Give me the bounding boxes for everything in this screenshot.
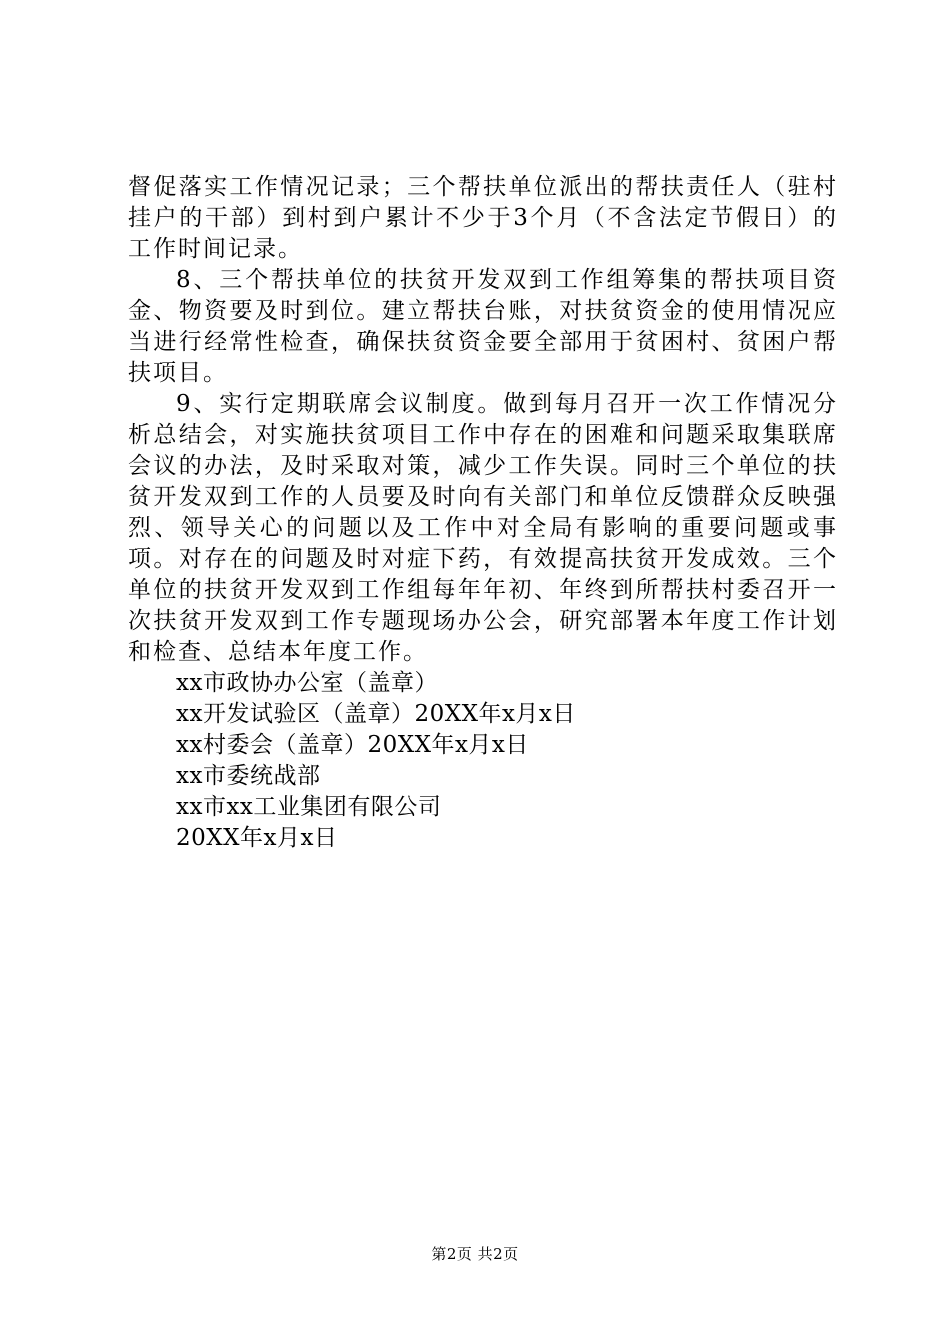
signature-date: 20XX年x月x日	[176, 825, 338, 851]
signature-line: xx开发试验区（盖章）20XX年x月x日	[176, 701, 576, 727]
paragraph-continuation: 督促落实工作情况记录；三个帮扶单位派出的帮扶责任人（驻村挂户的干部）到村到户累计不少于3个月（不含法定节假日）的工作时间记录。	[128, 174, 838, 262]
paragraph-item-8: 8、三个帮扶单位的扶贫开发双到工作组筹集的帮扶项目资金、物资要及时到位。建立帮扶台账，对扶贫资金的使用情况应当进行经常性检查，确保扶贫资金要全部用于贫困村、贫困户帮扶项目。	[128, 267, 838, 386]
signature-line: xx市委统战部	[176, 763, 321, 789]
signature-line: xx村委会（盖章）20XX年x月x日	[176, 732, 529, 758]
page-number: 第2页 共2页	[431, 1245, 519, 1263]
paragraph-item-9: 9、实行定期联席会议制度。做到每月召开一次工作情况分析总结会，对实施扶贫项目工作中存在的困难和问题采取集联席会议的办法，及时采取对策，减少工作失误。同时三个单位的扶贫开发双到工作的人员要及时向有关部门和单位反馈群众反映强烈、领导关心的问题以及工作中对全局有影响的重要问题或事项。对存在的问题及时对症下药，有效提高扶贫开发成效。三个单位的扶贫开发双到工作组每年年初、年终到所帮扶村委召开一次扶贫开发双到工作专题现场办公会，研究部署本年度工作计划和检查、总结本年度工作。	[128, 391, 838, 665]
signature-line: xx市政协办公室（盖章）	[176, 670, 438, 696]
document-body	[128, 172, 838, 854]
signature-line: xx市xx工业集团有限公司	[176, 794, 442, 820]
signature-block	[128, 668, 838, 854]
